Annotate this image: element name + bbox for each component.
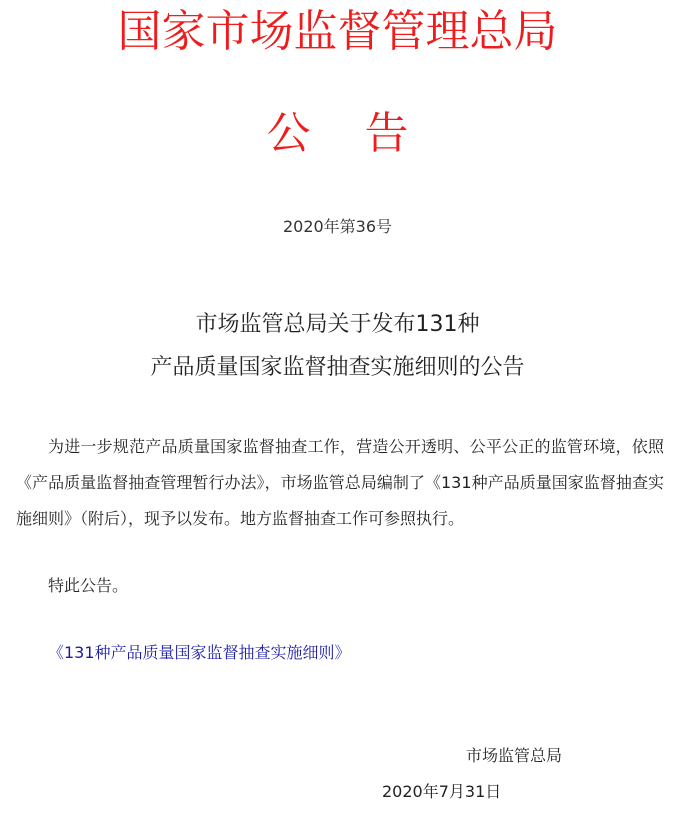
attachment-link[interactable]: 《131种产品质量国家监督抽查实施细则》 bbox=[48, 643, 351, 662]
closing-text: 特此公告。 bbox=[48, 576, 129, 595]
notice-heading-line-1: 市场监管总局关于发布131种 bbox=[195, 312, 480, 337]
notice-heading-line-2: 产品质量国家监督抽查实施细则的公告 bbox=[150, 355, 525, 380]
agency-title: 国家市场监督管理总局 bbox=[117, 6, 558, 57]
notice-body-paragraph: 为进一步规范产品质量国家监督抽查工作，营造公开透明、公平公正的监管环境，依照《产品质量监督抽查管理暂行办法》，市场监管总局编制了《131种产品质量国家监督抽查实施细则》（附后），现予以发布。地方监督抽查工作可参照执行。 bbox=[16, 437, 664, 528]
notice-title: 公告 bbox=[266, 108, 463, 159]
signature-date: 2020年7月31日 bbox=[382, 782, 502, 801]
document-number: 2020年第36号 bbox=[282, 217, 393, 236]
signature-agency: 市场监管总局 bbox=[466, 746, 563, 765]
